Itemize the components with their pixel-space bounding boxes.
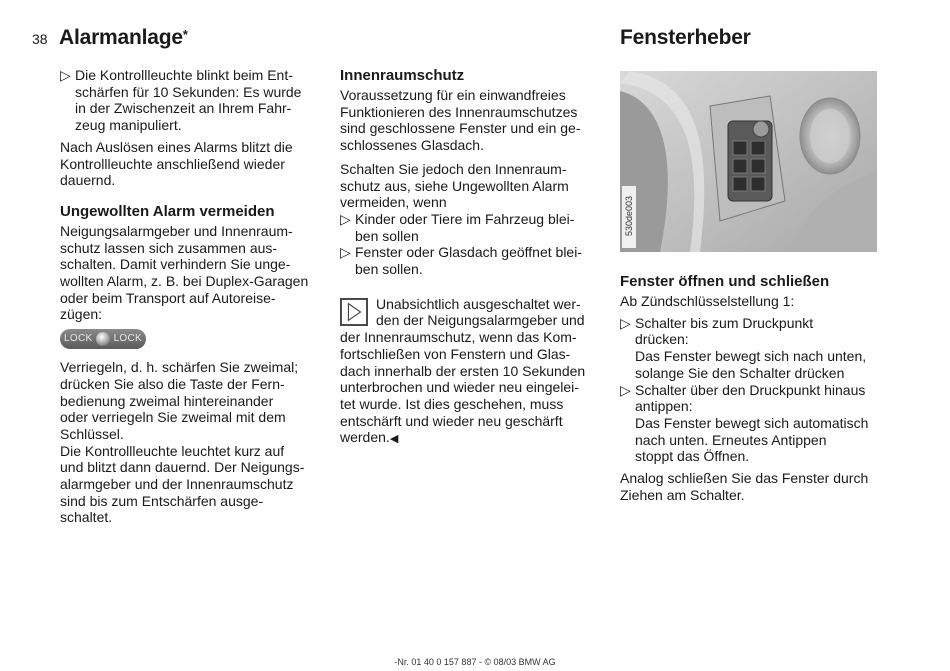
paragraph: Analog schließen Sie das Fenster durch Ziehen am Schalter. bbox=[620, 470, 869, 503]
title-text: Alarmanlage bbox=[59, 26, 183, 49]
bullet-item bbox=[60, 67, 330, 134]
bullet-item bbox=[620, 315, 895, 382]
bullet-item bbox=[340, 211, 610, 244]
section-title-fensterheber: Fensterheber bbox=[620, 26, 751, 49]
bullet-text: Kinder oder Tiere im Fahrzeug blei- ben sollen bbox=[355, 210, 575, 244]
note-triangle-icon bbox=[340, 298, 368, 326]
door-panel-illustration bbox=[620, 71, 877, 252]
bullet-triangle-icon: ▷ bbox=[340, 210, 351, 227]
subheading-innenraumschutz: Innenraumschutz bbox=[340, 67, 465, 84]
lock-button-graphic bbox=[60, 329, 146, 349]
subheading-ungewollten-alarm: Ungewollten Alarm vermeiden bbox=[60, 202, 275, 220]
left-column bbox=[60, 67, 330, 533]
section-title-alarmanlage bbox=[59, 26, 188, 50]
paragraph: Ab Zündschlüsselstellung 1: bbox=[620, 293, 795, 309]
bullet-triangle-icon: ▷ bbox=[620, 314, 631, 331]
bullet-triangle-icon: ▷ bbox=[60, 67, 71, 83]
bullet-text: Schalter über den Druckpunkt hinaus antippen: Das Fenster bewegt sich automatisch nach unten. Erneutes Antippen stoppt das Öffnen. bbox=[635, 381, 869, 465]
lock-label-right: LOCK bbox=[113, 332, 142, 344]
bullet-item bbox=[620, 382, 895, 466]
door-switch-photo bbox=[620, 71, 877, 252]
bullet-text: Fenster oder Glasdach geöffnet blei- ben sollen. bbox=[355, 244, 582, 278]
subheading-fenster-oeffnen: Fenster öffnen und schließen bbox=[620, 273, 830, 290]
paragraph: Nach Auslösen eines Alarms blitzt die Kontrollleuchte anschließend wieder dauernd. bbox=[60, 138, 293, 189]
page-number: 38 bbox=[32, 31, 48, 47]
paragraph: Voraussetzung für ein einwandfreies Funktionieren des Innenraumschutzes sind geschlossene Fenster und ein ge- schlossenes Glasdach. bbox=[340, 87, 581, 154]
photo-code-label: 530de003 bbox=[624, 195, 634, 237]
bullet-text: Schalter bis zum Druckpunkt drücken: Das Fenster bewegt sich nach unten, solange Sie den Schalter drücken bbox=[635, 314, 867, 381]
paragraph: Neigungsalarmgeber und Innenraum- schutz lassen sich zusammen aus- schalten. Damit verhindern Sie unge- wollten Alarm, z. B. bei Duplex-Garagen oder beim Transport auf Autoreise- zügen: bbox=[60, 222, 309, 323]
bullet-triangle-icon: ▷ bbox=[340, 244, 351, 261]
note-block bbox=[340, 296, 610, 448]
note-rest bbox=[340, 329, 610, 448]
lock-label-left: LOCK bbox=[64, 332, 93, 344]
paragraph: Schalten Sie jedoch den Innenraum- schutz aus, siehe Ungewollten Alarm vermeiden, wenn bbox=[340, 160, 569, 211]
right-column bbox=[620, 273, 895, 510]
end-marker-icon: ◀ bbox=[389, 433, 399, 446]
bullet-item bbox=[340, 244, 610, 277]
note-first-lines: Unabsichtlich ausgeschaltet wer- den der Neigungsalarmgeber und bbox=[376, 295, 585, 329]
lock-dot-icon bbox=[96, 332, 110, 346]
footer-copyright: -Nr. 01 40 0 157 887 - © 08/03 BMW AG bbox=[394, 657, 556, 667]
bullet-triangle-icon: ▷ bbox=[620, 381, 631, 398]
middle-column bbox=[340, 67, 610, 448]
bullet-text: Die Kontrollleuchte blinkt beim Ent- schärfen für 10 Sekunden: Es wurde in der Zwischenzeit an Ihrem Fahr- zeug manipuliert. bbox=[75, 67, 302, 134]
note-text: der Innenraumschutz, wenn das Kom- fortschließen von Fenstern und Glas- dach innerhalb der ersten 10 Sekunden unterbrochen und wieder neu eingelei- tet wurde. Ist dies geschehen, muss entschärft und wieder neu geschärft werden. bbox=[340, 329, 586, 446]
paragraph: Verriegeln, d. h. schärfen Sie zweimal; drücken Sie also die Taste der Fern- bedienung zweimal hintereinander oder verriegeln Sie zweimal mit dem Schlüssel. Die Kontrollleuchte leuchtet kurz auf und blitzt dann dauernd. Der Neigungs- alarmgeber und der Innenraumschutz sind bis zum Entschärfen ausge- schaltet. bbox=[60, 359, 305, 526]
title-footnote-mark: * bbox=[182, 27, 188, 42]
